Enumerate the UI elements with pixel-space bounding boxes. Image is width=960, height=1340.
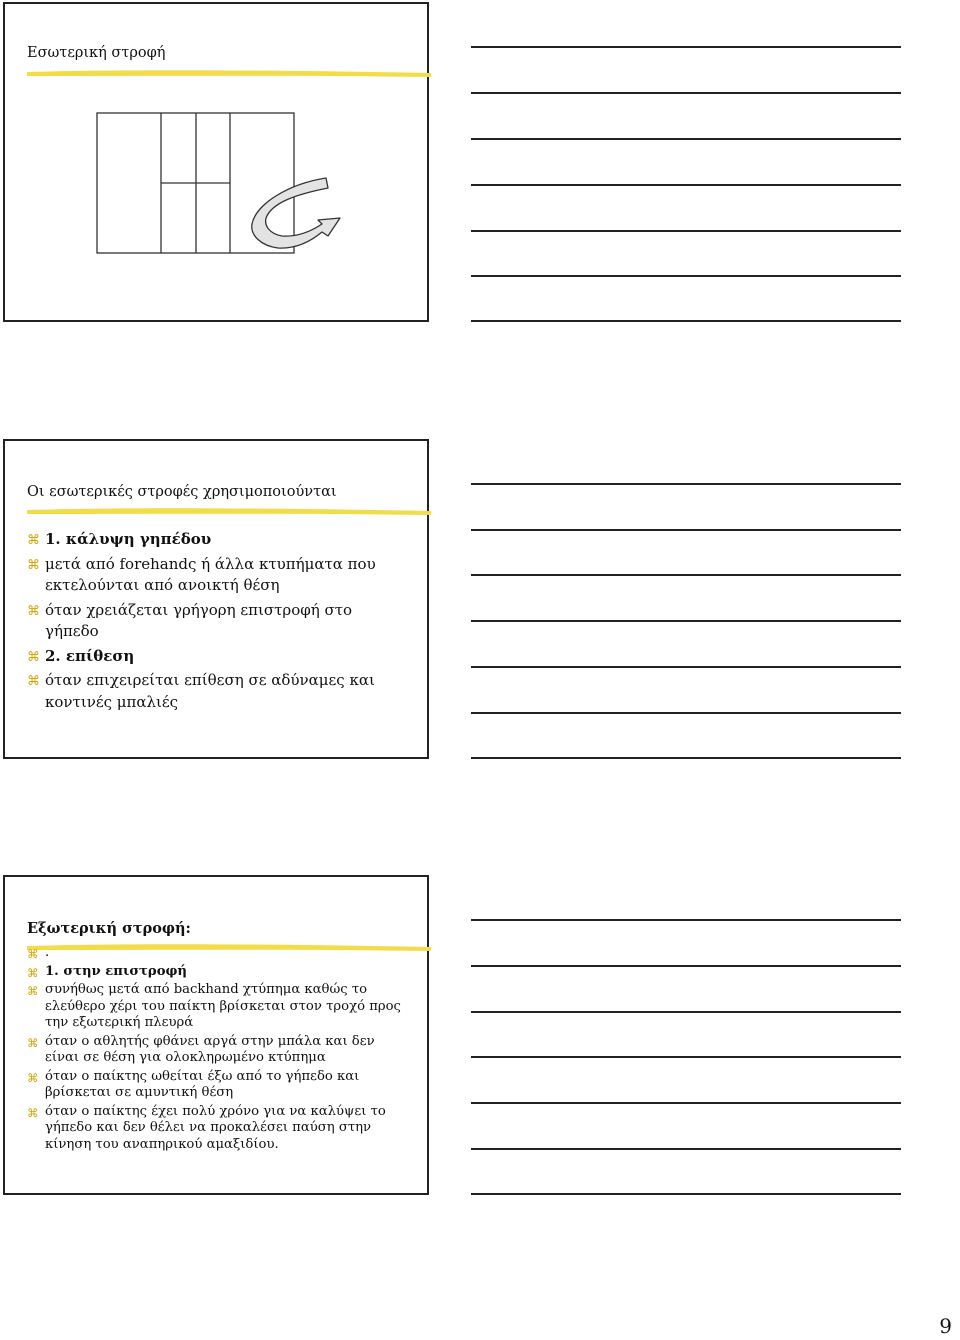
title-highlight xyxy=(27,67,431,79)
slide-title: Εξωτερική στροφή: xyxy=(27,920,191,937)
list-item: ⌘ όταν ο αθλητής φθάνει αργά στην μπάλα και δεν είναι σε θέση για ολοκληρωμένο κτύπημα xyxy=(27,1033,375,1065)
notes-line xyxy=(471,919,901,921)
page-number: 9 xyxy=(939,1314,952,1338)
bullet-icon: ⌘ xyxy=(27,1105,39,1120)
slide-1 xyxy=(3,2,429,322)
notes-line xyxy=(471,620,901,622)
notes-line xyxy=(471,230,901,232)
notes-line xyxy=(471,46,901,48)
list-item: ⌘ μετά από forehandς ή άλλα κτυπήματα που εκτελούνται από ανοικτή θέση xyxy=(27,554,376,594)
notes-line xyxy=(471,666,901,668)
bullet-icon: ⌘ xyxy=(27,965,39,980)
notes-line xyxy=(471,92,901,94)
slide-2 xyxy=(3,439,429,759)
notes-line xyxy=(471,1011,901,1013)
bullet-icon: ⌘ xyxy=(27,674,40,689)
bullet-icon: ⌘ xyxy=(27,984,39,998)
notes-line xyxy=(471,712,901,714)
bullet-icon: ⌘ xyxy=(27,1035,39,1050)
notes-line xyxy=(471,184,901,186)
list-item: ⌘ όταν ο παίκτης έχει πολύ χρόνο για να καλύψει το γήπεδο και δεν θέλει να προκαλέσει παύση στην κίνηση του αναπηρικού αμαξιδίου. xyxy=(27,1103,386,1152)
list-item: ⌘ συνήθως μετά από backhand χτύπημα καθώς το ελεύθερο χέρι του παίκτη βρίσκεται στον τροχό προς την εξωτερική πλευρά xyxy=(27,982,401,1030)
notes-line xyxy=(471,138,901,140)
notes-line xyxy=(471,965,901,967)
list-item: ⌘ . xyxy=(27,945,50,961)
notes-line xyxy=(471,320,901,322)
notes-line xyxy=(471,483,901,485)
bullet-list xyxy=(27,945,409,1155)
bullet-icon: ⌘ xyxy=(27,1070,39,1085)
title-highlight xyxy=(27,505,431,517)
list-item: ⌘ 1. κάλυψη γηπέδου xyxy=(27,529,409,551)
slide-3 xyxy=(3,875,429,1195)
bullet-icon: ⌘ xyxy=(27,947,39,961)
notes-line xyxy=(471,529,901,531)
list-item: ⌘ όταν ο παίκτης ωθείται έξω από το γήπεδο και βρίσκεται σε αμυντική θέση xyxy=(27,1068,360,1100)
bullet-icon: ⌘ xyxy=(27,649,40,665)
notes-line xyxy=(471,1193,901,1195)
bullet-list xyxy=(27,529,409,716)
bullet-icon: ⌘ xyxy=(27,603,40,619)
list-item: ⌘ όταν χρειάζεται γρήγορη επιστροφή στο γήπεδο xyxy=(27,600,353,640)
notes-line xyxy=(471,757,901,759)
notes-line xyxy=(471,1102,901,1104)
curved-arrow-icon xyxy=(248,174,344,254)
list-item: ⌘ 1. στην επιστροφή xyxy=(27,963,188,980)
bullet-icon: ⌘ xyxy=(27,533,40,548)
bullet-icon: ⌘ xyxy=(27,557,40,573)
notes-line xyxy=(471,574,901,576)
slide-title: Οι εσωτερικές στροφές χρησιμοποιούνται xyxy=(27,484,337,500)
list-item: ⌘ 2. επίθεση xyxy=(27,646,409,668)
notes-line xyxy=(471,275,901,277)
notes-line xyxy=(471,1056,901,1058)
notes-line xyxy=(471,1148,901,1150)
slide-title: Εσωτερική στροφή xyxy=(27,45,166,61)
list-item: ⌘ όταν επιχειρείται επίθεση σε αδύναμες και κοντινές μπαλιές xyxy=(27,671,375,711)
